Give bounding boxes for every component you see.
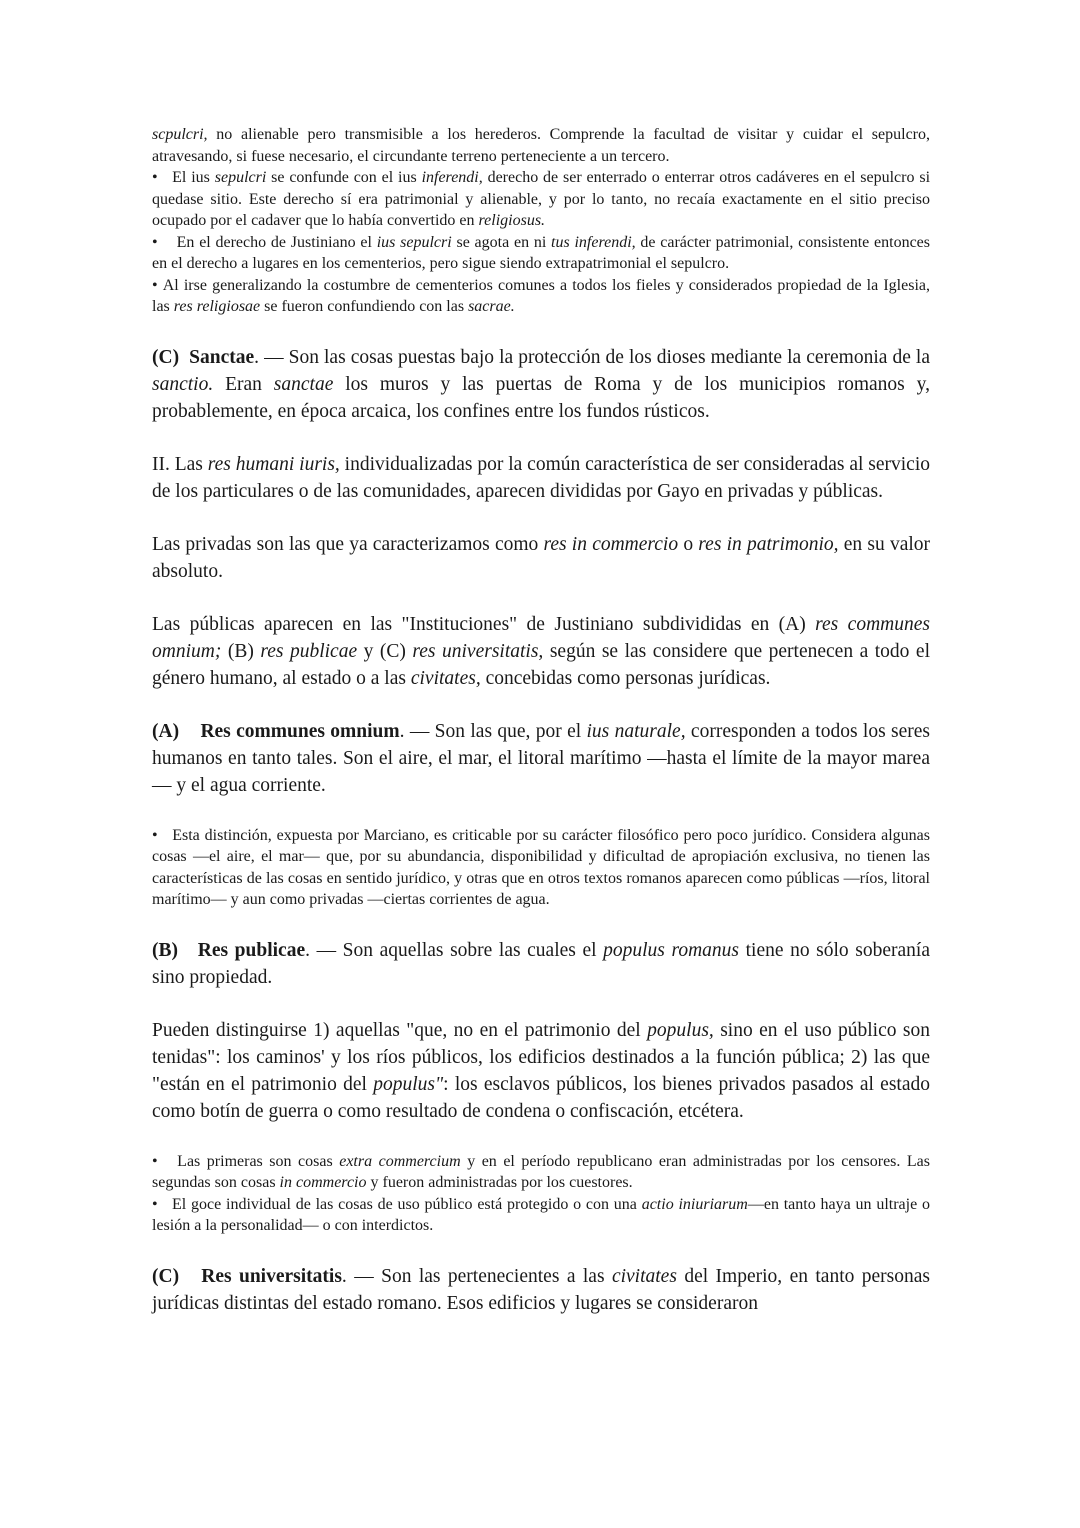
text-run: res in patrimonio, [698, 533, 839, 555]
text-run: en su valor absoluto. [152, 533, 931, 582]
bullet-marker: • [152, 826, 173, 844]
text-run: los muros y las puertas de Roma y de los municipios romanos y, probablemente, en época arcaica, los confines entre los fundos rústicos. [152, 373, 930, 422]
text-run: no alienable pero transmisible a los herederos. Comprende la facultad de visitar y cuidar el sepulcro, atravesando, si fuese necesario, el circundante terreno perteneciente a un tercero. [152, 126, 930, 165]
bullet-marker: • [152, 169, 173, 186]
text-run: . — Son las que, por el [399, 720, 587, 742]
text-run: . — Son las cosas puestas bajo la protección de los dioses mediante la ceremonia de la [254, 346, 930, 368]
text-run: : los esclavos públicos, los bienes privados pasados al estado como botín de guerra o como resultado de condena o confiscación, etcétera. [152, 1073, 930, 1122]
text-run: civitates, [410, 667, 481, 689]
bullet-marker: • [152, 1152, 178, 1170]
text-run: civitates [611, 1265, 677, 1287]
text-run: Pueden distinguirse 1) aquellas "que, no en el patrimonio del [152, 1019, 648, 1041]
text-run: . — Son las pertenecientes a las [341, 1265, 612, 1287]
text-run: El goce individual de las cosas de uso público está protegido o con una [172, 1195, 642, 1213]
text-run: sacrae. [468, 298, 515, 315]
text-run: tus inferendi, [551, 233, 636, 251]
text-run: —en tanto haya un ultraje o lesión a la personalidad— o con interdictos. [152, 1195, 930, 1234]
bullet-note-ius-sepulcri [152, 167, 930, 232]
text-run: sanctio. [152, 373, 214, 395]
bullet-marker: • [152, 1195, 172, 1213]
intro-continuation-note [152, 124, 930, 167]
text-run: según se las considere que pertenecen a todo el género humano, al estado o a las [152, 640, 930, 689]
text-run: scpulcri, [152, 126, 208, 143]
section-c-res-universitatis [152, 1263, 930, 1317]
text-run: Al irse generalizando la costumbre de cementerios comunes a todos los fieles y considerados propiedad de la Iglesia, las [152, 276, 930, 315]
bullet-note-censores-cuestores [152, 1151, 930, 1194]
text-run: y en el período republicano eran administradas por los censores. Las segundas son cosas [152, 1152, 931, 1191]
text-run: se fueron confundiendo con las [260, 298, 469, 315]
text-run: (B) Res publicae [152, 939, 306, 961]
bullet-note-goce-individual [152, 1194, 930, 1237]
text-run: religiosus. [478, 212, 546, 229]
para-las-publicas [152, 611, 930, 692]
text-run: (C) Res universitatis [152, 1265, 342, 1287]
text-run: se confunde con el ius [266, 169, 422, 186]
text-run: individualizadas por la común característica de ser consideradas al servicio de los particulares o de las comunidades, aparecen divididas por Gayo en privadas y públicas. [152, 453, 931, 502]
text-run: res religiosae [173, 298, 261, 315]
section-a-res-communes-omnium [152, 718, 930, 799]
text-run: de carácter patrimonial, consistente entonces en el derecho a lugares en los cementerios, pero sigue siendo extrapatrimonial el sepulcro. [152, 233, 931, 272]
text-run: concebidas como personas jurídicas. [480, 667, 771, 689]
text-run: sepulcri [214, 169, 267, 186]
text-run: En el derecho de Justiniano el [176, 233, 377, 251]
text-run: Esta distinción, expuesta por Marciano, es criticable por su carácter filosófico pero poco jurídico. Considera algunas cosas —el aire, el mar— que, por su abundancia, disponibilidad y dificultad de apropiación exclusiva, no tienen las características de las cosas en sentido jurídico, y otras que en otros textos romanos aparecen como públicas —ríos, litoral marítimo— y aun como privadas —ciertas corrientes de agua. [152, 826, 930, 908]
bullet-note-cementerios-comunes [152, 275, 930, 318]
section-ii-res-humani-iuris [152, 451, 930, 505]
text-run: populus romanus [603, 939, 740, 961]
text-run: Las primeras son cosas [177, 1152, 340, 1170]
section-b-res-publicae [152, 937, 930, 991]
text-run: res in commercio [543, 533, 679, 555]
text-run: II. Las [152, 453, 208, 475]
text-run: tiene no sólo soberanía sino propiedad. [152, 939, 930, 988]
text-run: inferendi, [421, 169, 483, 186]
bullet-marker: • [152, 276, 163, 294]
text-run: Las privadas son las que ya caracterizamos como [152, 533, 544, 555]
text-run: ius naturale, [586, 720, 686, 742]
text-run: El ius [172, 169, 215, 186]
text-run: Las públicas aparecen en las "Instituciones" de Justiniano subdivididas en (A) [152, 613, 816, 635]
text-run: populus" [373, 1073, 444, 1095]
text-run: in commercio [279, 1174, 367, 1191]
text-run: res humani iuris, [207, 453, 340, 475]
text-run: (B) [221, 640, 261, 662]
text-run: res universitatis, [412, 640, 544, 662]
text-run: res communes omnium; [152, 613, 930, 662]
section-c-sanctae [152, 344, 930, 425]
text-run: o [678, 533, 699, 555]
text-run: Eran [213, 373, 274, 395]
para-las-privadas [152, 531, 930, 585]
text-run: extra commercium [339, 1152, 461, 1170]
text-run: actio iniuriarum [641, 1195, 748, 1213]
text-run: se agota en ni [451, 233, 552, 251]
bullet-note-justiniano [152, 232, 930, 275]
text-run: (C) Sanctae [152, 346, 255, 368]
text-run: y fueron administradas por los cuestores. [366, 1174, 633, 1191]
text-run: ius sepulcri [376, 233, 452, 251]
text-run: res publicae [260, 640, 358, 662]
text-run: del Imperio, en tanto personas jurídicas distintas del estado romano. Esos edificios y lugares se consideraron [152, 1265, 930, 1314]
bullet-note-marciano [152, 825, 930, 911]
text-run: . — Son aquellas sobre las cuales el [305, 939, 604, 961]
text-run: corresponden a todos los seres humanos en tanto tales. Son el aire, el mar, el litoral marítimo —hasta el límite de la mayor marea— y el agua corriente. [152, 720, 930, 796]
bullet-marker: • [152, 233, 177, 251]
text-run: y (C) [357, 640, 413, 662]
text-run: sanctae [273, 373, 334, 395]
text-run: sino en el uso público son tenidas": los caminos' y los ríos públicos, los edificios destinados a la función pública; 2) las que "están en el patrimonio del [152, 1019, 930, 1095]
text-run: populus, [647, 1019, 714, 1041]
text-run: (A) Res communes omnium [152, 720, 400, 742]
para-pueden-distinguirse [152, 1017, 930, 1125]
text-run: derecho de ser enterrado o enterrar otros cadáveres en el sepulcro si quedase sitio. Este derecho sí era patrimonial y alienable, y por lo tanto, no recaía exactamente en el sitio preciso ocupado por el cadaver que lo había convertido en [152, 169, 931, 229]
